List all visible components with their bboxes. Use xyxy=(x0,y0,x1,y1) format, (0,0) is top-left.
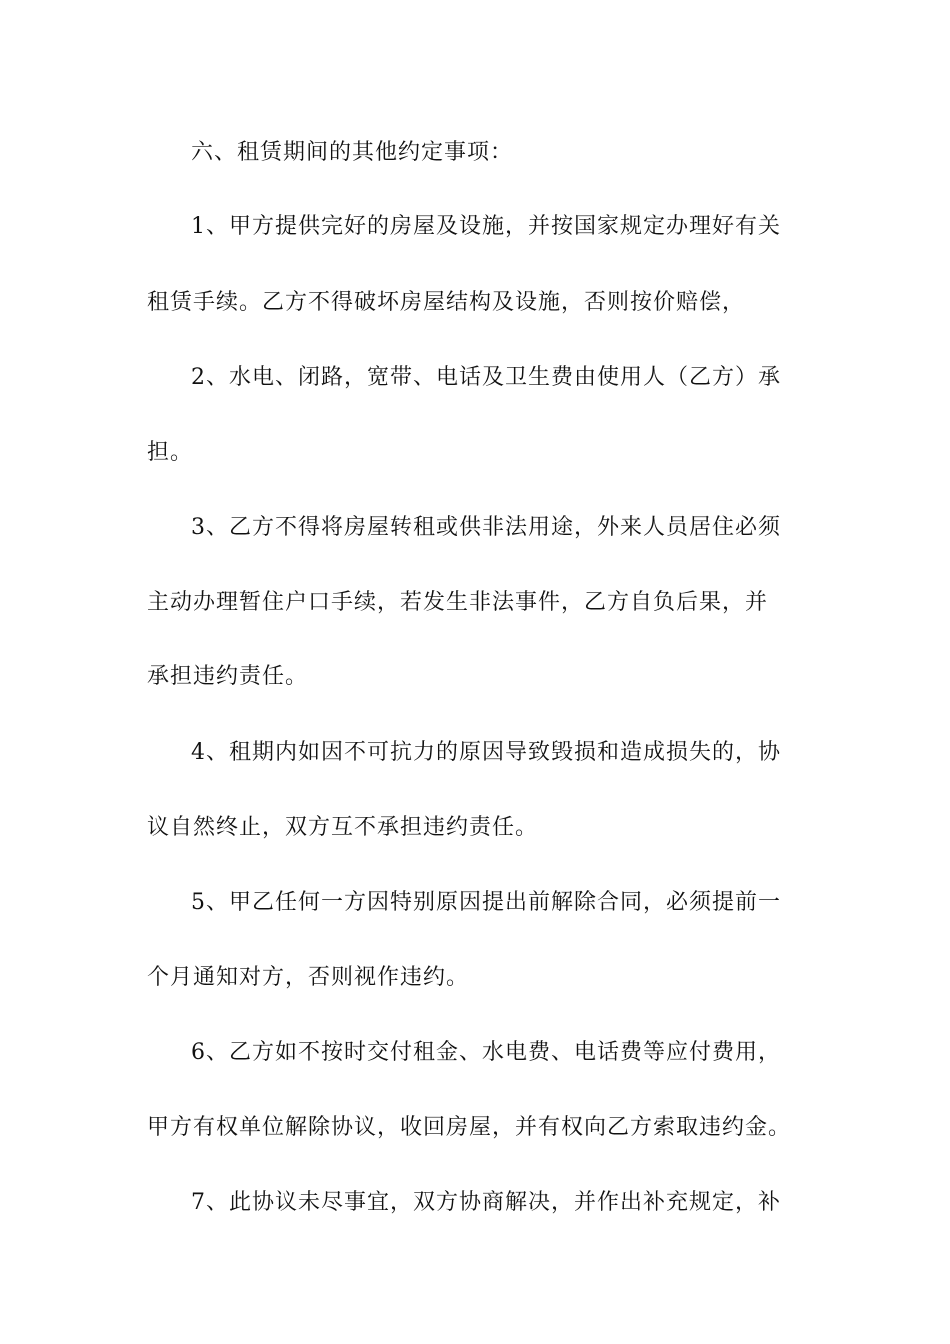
clause-4-line-1: 4、租期内如因不可抗力的原因导致毁损和造成损失的，协 xyxy=(191,740,781,765)
clause-3-line-1: 3、乙方不得将房屋转租或供非法用途，外来人员居住必须 xyxy=(191,515,781,540)
clause-5-line-1: 5、甲乙任何一方因特别原因提出前解除合同，必须提前一 xyxy=(191,890,781,915)
clause-6-line-1: 6、乙方如不按时交付租金、水电费、电话费等应付费用， xyxy=(191,1040,781,1065)
clause-2-line-2: 担。 xyxy=(147,440,194,465)
clause-7-line-1: 7、此协议未尽事宜，双方协商解决，并作出补充规定，补 xyxy=(191,1190,781,1215)
clause-5-line-2: 个月通知对方，否则视作违约。 xyxy=(147,965,470,990)
section-heading: 六、租赁期间的其他约定事项： xyxy=(191,140,514,165)
clause-6-line-2: 甲方有权单位解除协议，收回房屋，并有权向乙方索取违约金。 xyxy=(147,1115,792,1140)
clause-3-line-3: 承担违约责任。 xyxy=(147,664,309,689)
clause-1-line-1: 1、甲方提供完好的房屋及设施，并按国家规定办理好有关 xyxy=(191,214,781,239)
clause-1-line-2: 租赁手续。乙方不得破坏房屋结构及设施，否则按价赔偿， xyxy=(147,290,746,315)
clause-2-line-1: 2、水电、闭路，宽带、电话及卫生费由使用人（乙方）承 xyxy=(191,365,781,390)
clause-4-line-2: 议自然终止，双方互不承担违约责任。 xyxy=(147,815,539,840)
clause-3-line-2: 主动办理暂住户口手续，若发生非法事件，乙方自负后果，并 xyxy=(147,590,769,615)
